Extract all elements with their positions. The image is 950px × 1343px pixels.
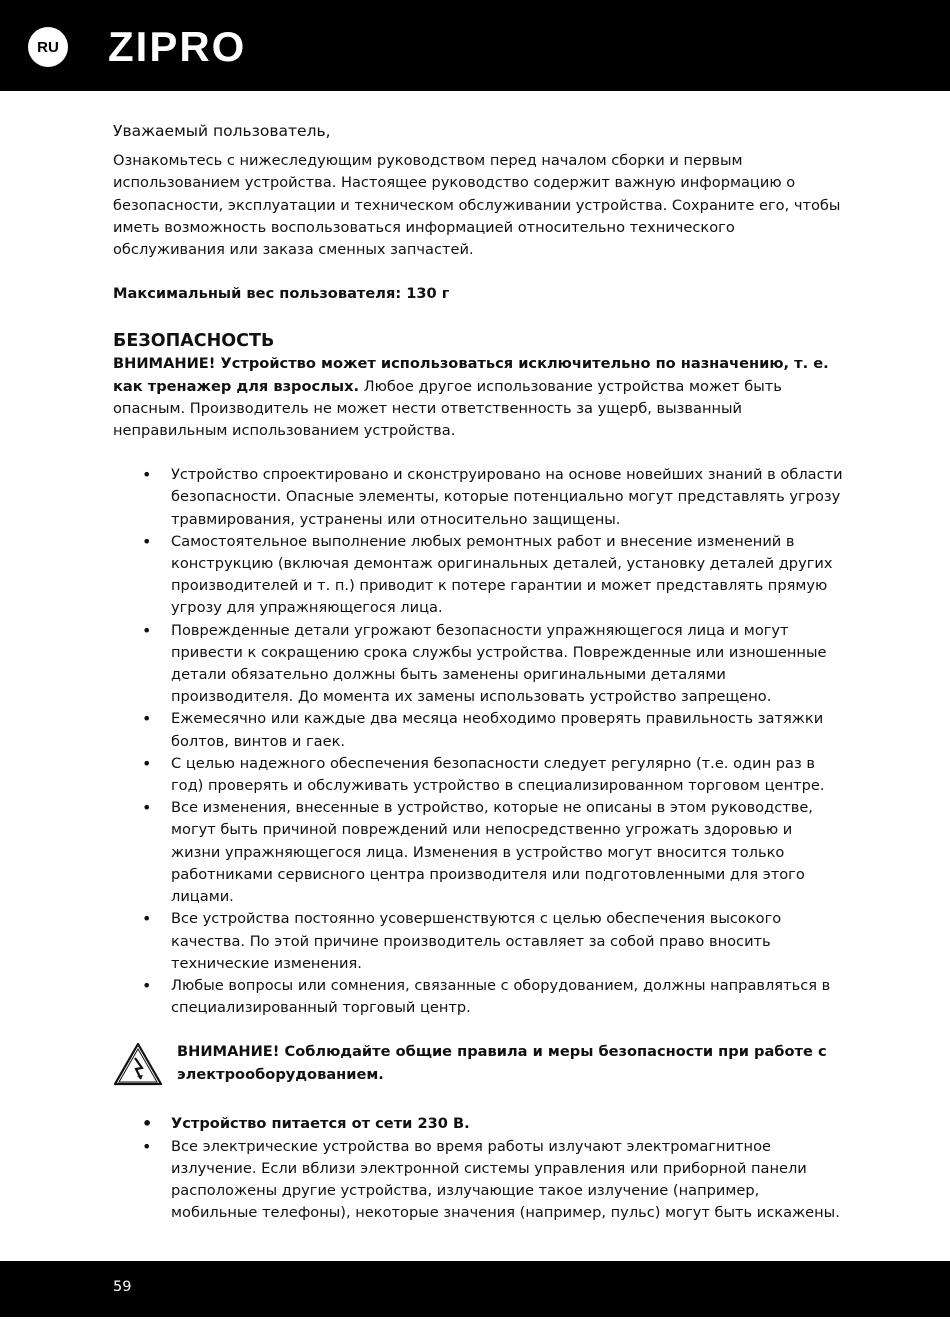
greeting: Уважаемый пользователь,: [113, 122, 331, 140]
intro-paragraph: Ознакомьтесь с нижеследующим руководством перед началом сборки и первым использованием устройства. Настоящее руководство содержит важную информацию о безопасности, эксплуатации и техническом обслуживании устройства. Сохраните его, чтобы иметь возможность воспользоваться информацией относительно технического обслуживания или заказа сменных запчастей.: [113, 152, 841, 259]
page-number: 59: [113, 1279, 132, 1295]
section-title: БЕЗОПАСНОСТЬ: [113, 331, 275, 352]
page-content: [113, 120, 843, 1224]
list-item: • Все электрические устройства во время работы излучают электромагнитное излучение. Если вблизи электронной системы управления или приборной панели расположены другие устройства, излучающие такое излучение (например, мобильные телефоны), некоторые значения (например, пульс) могут быть искажены.: [113, 1136, 843, 1225]
list-item: • С целью надежного обеспечения безопасности следует регулярно (т.е. один раз в год) проверять и обслуживать устройство в специализированном торговом центре.: [113, 753, 843, 797]
max-weight: Максимальный вес пользователя: 130 г: [113, 285, 450, 303]
list-item: • Все устройства постоянно усовершенствуются с целью обеспечения высокого качества. По этой причине производитель оставляет за собой право вносить технические изменения.: [113, 908, 843, 975]
electric-warning-text: ВНИМАНИЕ! Соблюдайте общие правила и меры безопасности при работе с электрооборудованием.: [177, 1043, 827, 1083]
safety-bullets: [113, 464, 843, 1019]
safety-warning-rest: Любое другое использование устройства может быть опасным. Производитель не может нести ответственность за ущерб, вызванный неправильным использованием устройства.: [113, 377, 782, 440]
list-item: • Любые вопросы или сомнения, связанные с оборудованием, должны направляться в специализированный торговый центр.: [113, 975, 843, 1019]
electric-warning: [113, 1041, 843, 1089]
language-badge: RU: [28, 27, 68, 67]
list-item: • Устройство спроектировано и сконструировано на основе новейших знаний в области безопасности. Опасные элементы, которые потенциально могут представлять угрозу травмирования, устранены или относительно защищены.: [113, 464, 843, 531]
list-item: • Ежемесячно или каждые два месяца необходимо проверять правильность затяжки болтов, винтов и гаек.: [113, 708, 843, 752]
page-footer: [0, 1261, 950, 1317]
electric-bullets: [113, 1113, 843, 1224]
safety-warning-bold: ВНИМАНИЕ! Устройство может использоваться исключительно по назначению, т. е. как тренажер для взрослых.: [113, 355, 829, 395]
list-item: • Все изменения, внесенные в устройство, которые не описаны в этом руководстве, могут быть причиной повреждений или непосредственно угрожать здоровью и жизни упражняющегося лица. Изменения в устройство могут вносится только работниками сервисного центра производителя или подготовленными для этого лицами.: [113, 797, 843, 908]
page-header: [0, 0, 950, 91]
list-item: • Устройство питается от сети 230 В.: [113, 1113, 843, 1135]
list-item: • Поврежденные детали угрожают безопасности упражняющегося лица и могут привести к сокращению срока службы устройства. Поврежденные или изношенные детали обязательно должны быть заменены оригинальными деталями производителя. До момента их замены использовать устройство запрещено.: [113, 620, 843, 709]
list-item: • Самостоятельное выполнение любых ремонтных работ и внесение изменений в конструкцию (включая демонтаж оригинальных деталей, установку деталей других производителей и т. п.) приводит к потере гарантии и может представлять прямую угрозу для упражняющегося лица.: [113, 531, 843, 620]
high-voltage-warning-icon: [113, 1041, 163, 1087]
brand-logo: ZIPRO: [108, 23, 247, 70]
safety-warning-paragraph: [113, 353, 843, 442]
